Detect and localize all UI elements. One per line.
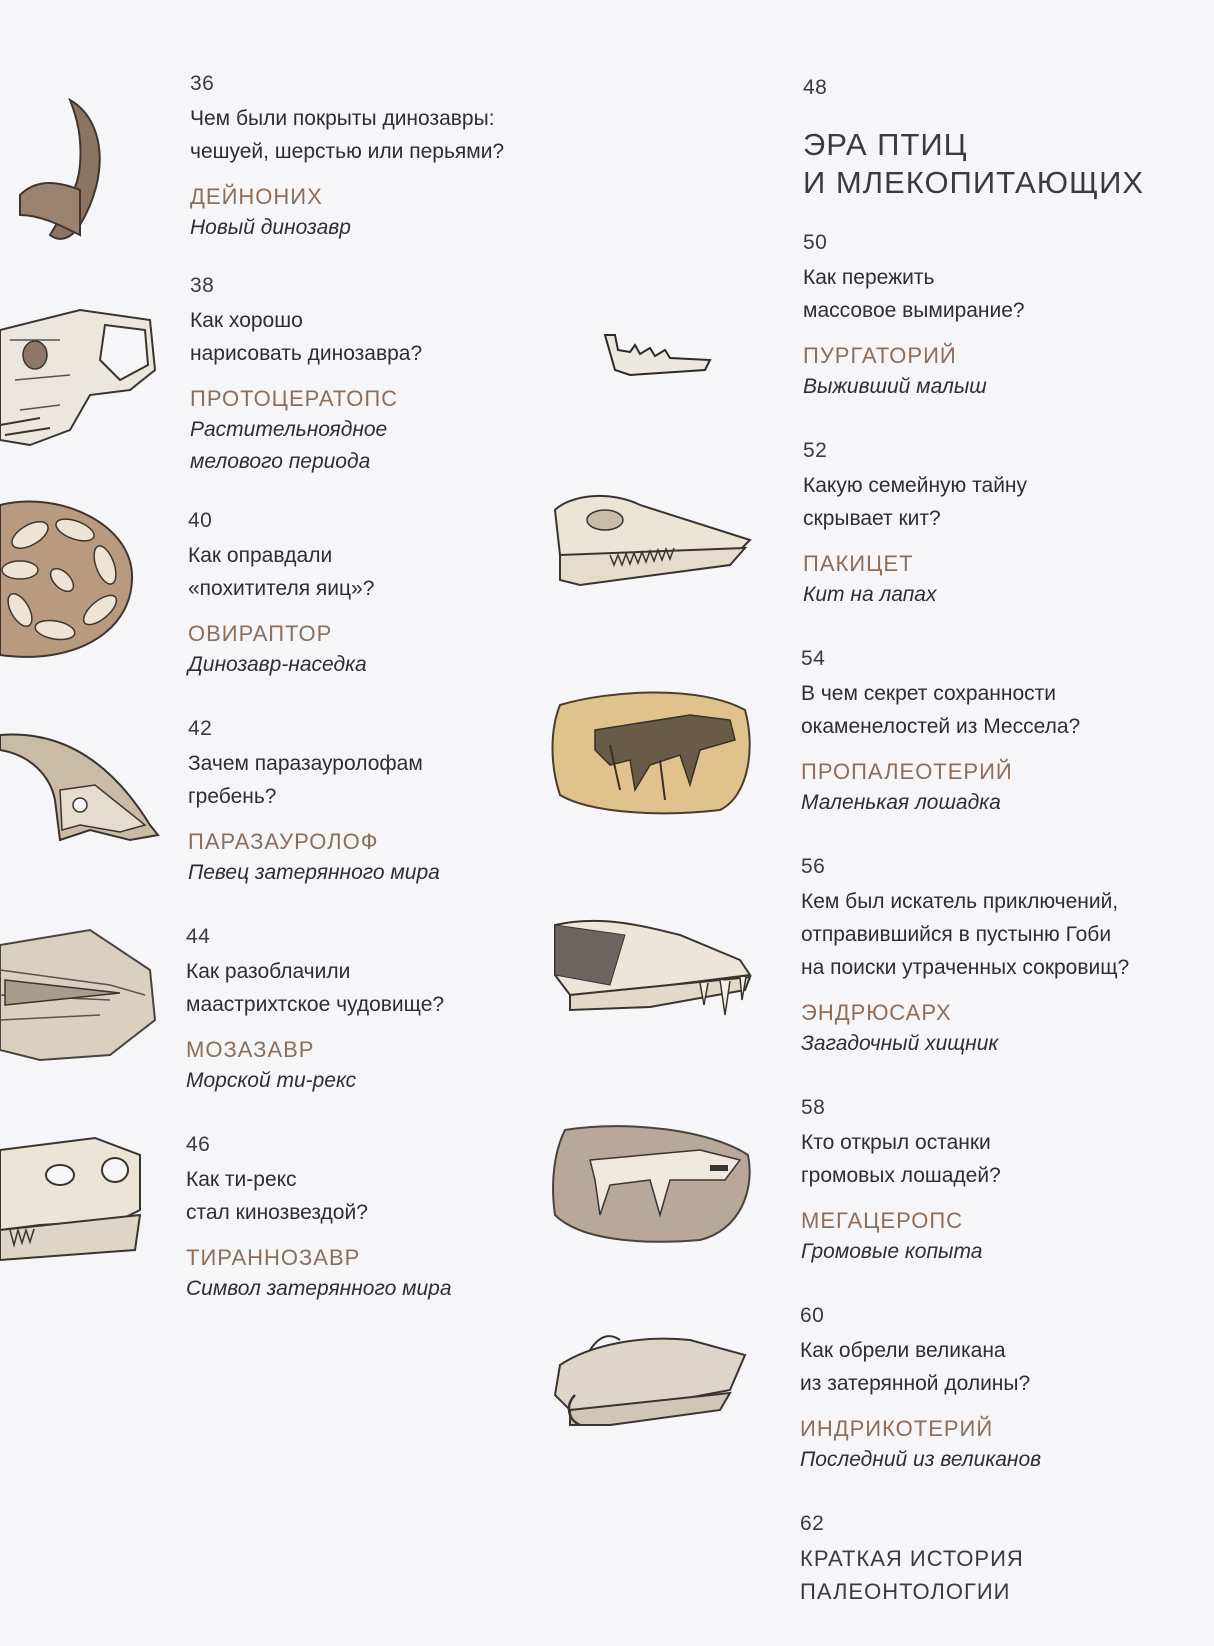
question-line: Как пережить [803,266,935,289]
section-subtitle: Громовые копыта [801,1240,983,1263]
question-line: маастрихтское чудовище? [186,993,445,1016]
section-subtitle: Маленькая лошадка [801,791,1001,814]
toc-entry-38[interactable] [190,272,570,478]
section-subtitle: Динозавр-наседка [188,653,367,676]
section-heading: ОВИРАПТОР [188,621,333,646]
section-heading: ИНДРИКОТЕРИЙ [800,1416,994,1441]
section-heading: ПУРГАТОРИЙ [803,343,957,368]
question-line: Кем был искатель приключений, [801,890,1119,913]
protoceratops-skull-illustration [0,300,160,450]
page-number: 52 [803,439,828,462]
oviraptor-nest-illustration [0,495,140,665]
toc-entry-46[interactable] [186,1131,566,1305]
toc-entry-36[interactable] [190,70,570,244]
mosasaurus-skull-illustration [0,925,160,1065]
toc-entry-42[interactable] [188,715,568,889]
page-number: 44 [186,925,211,948]
question-line: нарисовать динозавра? [190,342,423,365]
section-subtitle: Последний из великанов [800,1448,1042,1471]
deinonychus-claw-illustration [10,95,115,245]
question-line: массовое вымирание? [803,299,1025,322]
question-line: окаменелостей из Мессела? [801,715,1081,738]
page-number: 42 [188,717,213,740]
section-subtitle: Морской ти-рекс [186,1069,357,1092]
tyrannosaurus-skull-illustration [0,1130,150,1270]
toc-entry-56[interactable] [801,853,1211,1060]
section-subtitle: Загадочный хищник [801,1032,999,1055]
pakicetus-skull-illustration [550,490,755,595]
toc-entry-48[interactable] [803,74,1203,202]
page-number: 46 [186,1133,211,1156]
question-line: Зачем паразауролофам [188,752,423,775]
section-heading: ДЕЙНОНИХ [190,184,323,209]
section-subtitle: мелового периода [190,450,371,473]
question-line: отправившийся в пустыню Гоби [801,923,1112,946]
question-line: Как ти-рекс [186,1168,297,1191]
section-subtitle: Новый динозавр [190,216,351,239]
page-number: 56 [801,855,826,878]
section-subtitle: Символ затерянного мира [186,1277,452,1300]
section-heading: МЕГАЦЕРОПС [801,1208,964,1233]
toc-entry-54[interactable] [801,645,1201,819]
toc-entry-58[interactable] [801,1094,1201,1268]
era-title-line: ЭРА ПТИЦ [803,127,968,162]
section-heading: ПАЛЕОНТОЛОГИИ [800,1579,1011,1604]
question-line: чешуей, шерстью или перьями? [190,140,505,163]
section-subtitle: Кит на лапах [803,583,937,606]
question-line: скрывает кит? [803,507,941,530]
section-heading: КРАТКАЯ ИСТОРИЯ [800,1546,1024,1571]
page-number: 62 [800,1512,825,1535]
page-number: 54 [801,647,826,670]
question-line: из затерянной долины? [800,1372,1031,1395]
section-heading: ПАКИЦЕТ [803,551,914,576]
question-line: Как обрели великана [800,1339,1006,1362]
section-heading: ЭНДРЮСАРХ [801,1000,952,1025]
page-number: 36 [190,72,215,95]
question-line: Какую семейную тайну [803,474,1028,497]
question-line: В чем секрет сохранности [801,682,1056,705]
section-heading: ПРОПАЛЕОТЕРИЙ [801,759,1013,784]
question-line: Как оправдали [188,544,333,567]
toc-entry-52[interactable] [803,437,1203,611]
indricotherium-skull-illustration [550,1325,755,1435]
toc-entry-44[interactable] [186,923,566,1097]
question-line: громовых лошадей? [801,1164,1001,1187]
section-heading: ПАРАЗАУРОЛОФ [188,829,379,854]
page-number: 38 [190,274,215,297]
question-line: стал кинозвездой? [186,1201,368,1224]
toc-entry-50[interactable] [803,229,1203,403]
question-line: Чем были покрыты динозавры: [190,107,495,130]
era-title-line: И МЛЕКОПИТАЮЩИХ [803,165,1145,200]
section-heading: МОЗАЗАВР [186,1037,315,1062]
question-line: Кто открыл останки [801,1131,991,1154]
parasaurolophus-skull-illustration [0,730,165,850]
section-heading: ТИРАННОЗАВР [186,1245,361,1270]
toc-entry-62[interactable] [800,1510,1200,1608]
section-heading: ПРОТОЦЕРАТОПС [190,386,399,411]
page-number: 50 [803,231,828,254]
section-subtitle: Выживший малыш [803,375,987,398]
purgatorius-jaw-illustration [600,330,715,380]
propalaeotherium-fossil-illustration [550,685,755,815]
question-line: Как разоблачили [186,960,351,983]
section-subtitle: Певец затерянного мира [188,861,440,884]
question-line: гребень? [188,785,277,808]
question-line: Как хорошо [190,309,303,332]
question-line: на поиски утраченных сокровищ? [801,956,1130,979]
megacerops-fossil-illustration [550,1120,755,1245]
toc-entry-60[interactable] [800,1302,1200,1476]
page-number: 48 [803,76,828,99]
section-subtitle: Растительноядное [190,418,388,441]
page-number: 60 [800,1304,825,1327]
question-line: «похитителя яиц»? [188,577,375,600]
toc-entry-40[interactable] [188,507,568,681]
page-number: 40 [188,509,213,532]
andrewsarchus-skull-illustration [550,915,760,1025]
page-number: 58 [801,1096,826,1119]
